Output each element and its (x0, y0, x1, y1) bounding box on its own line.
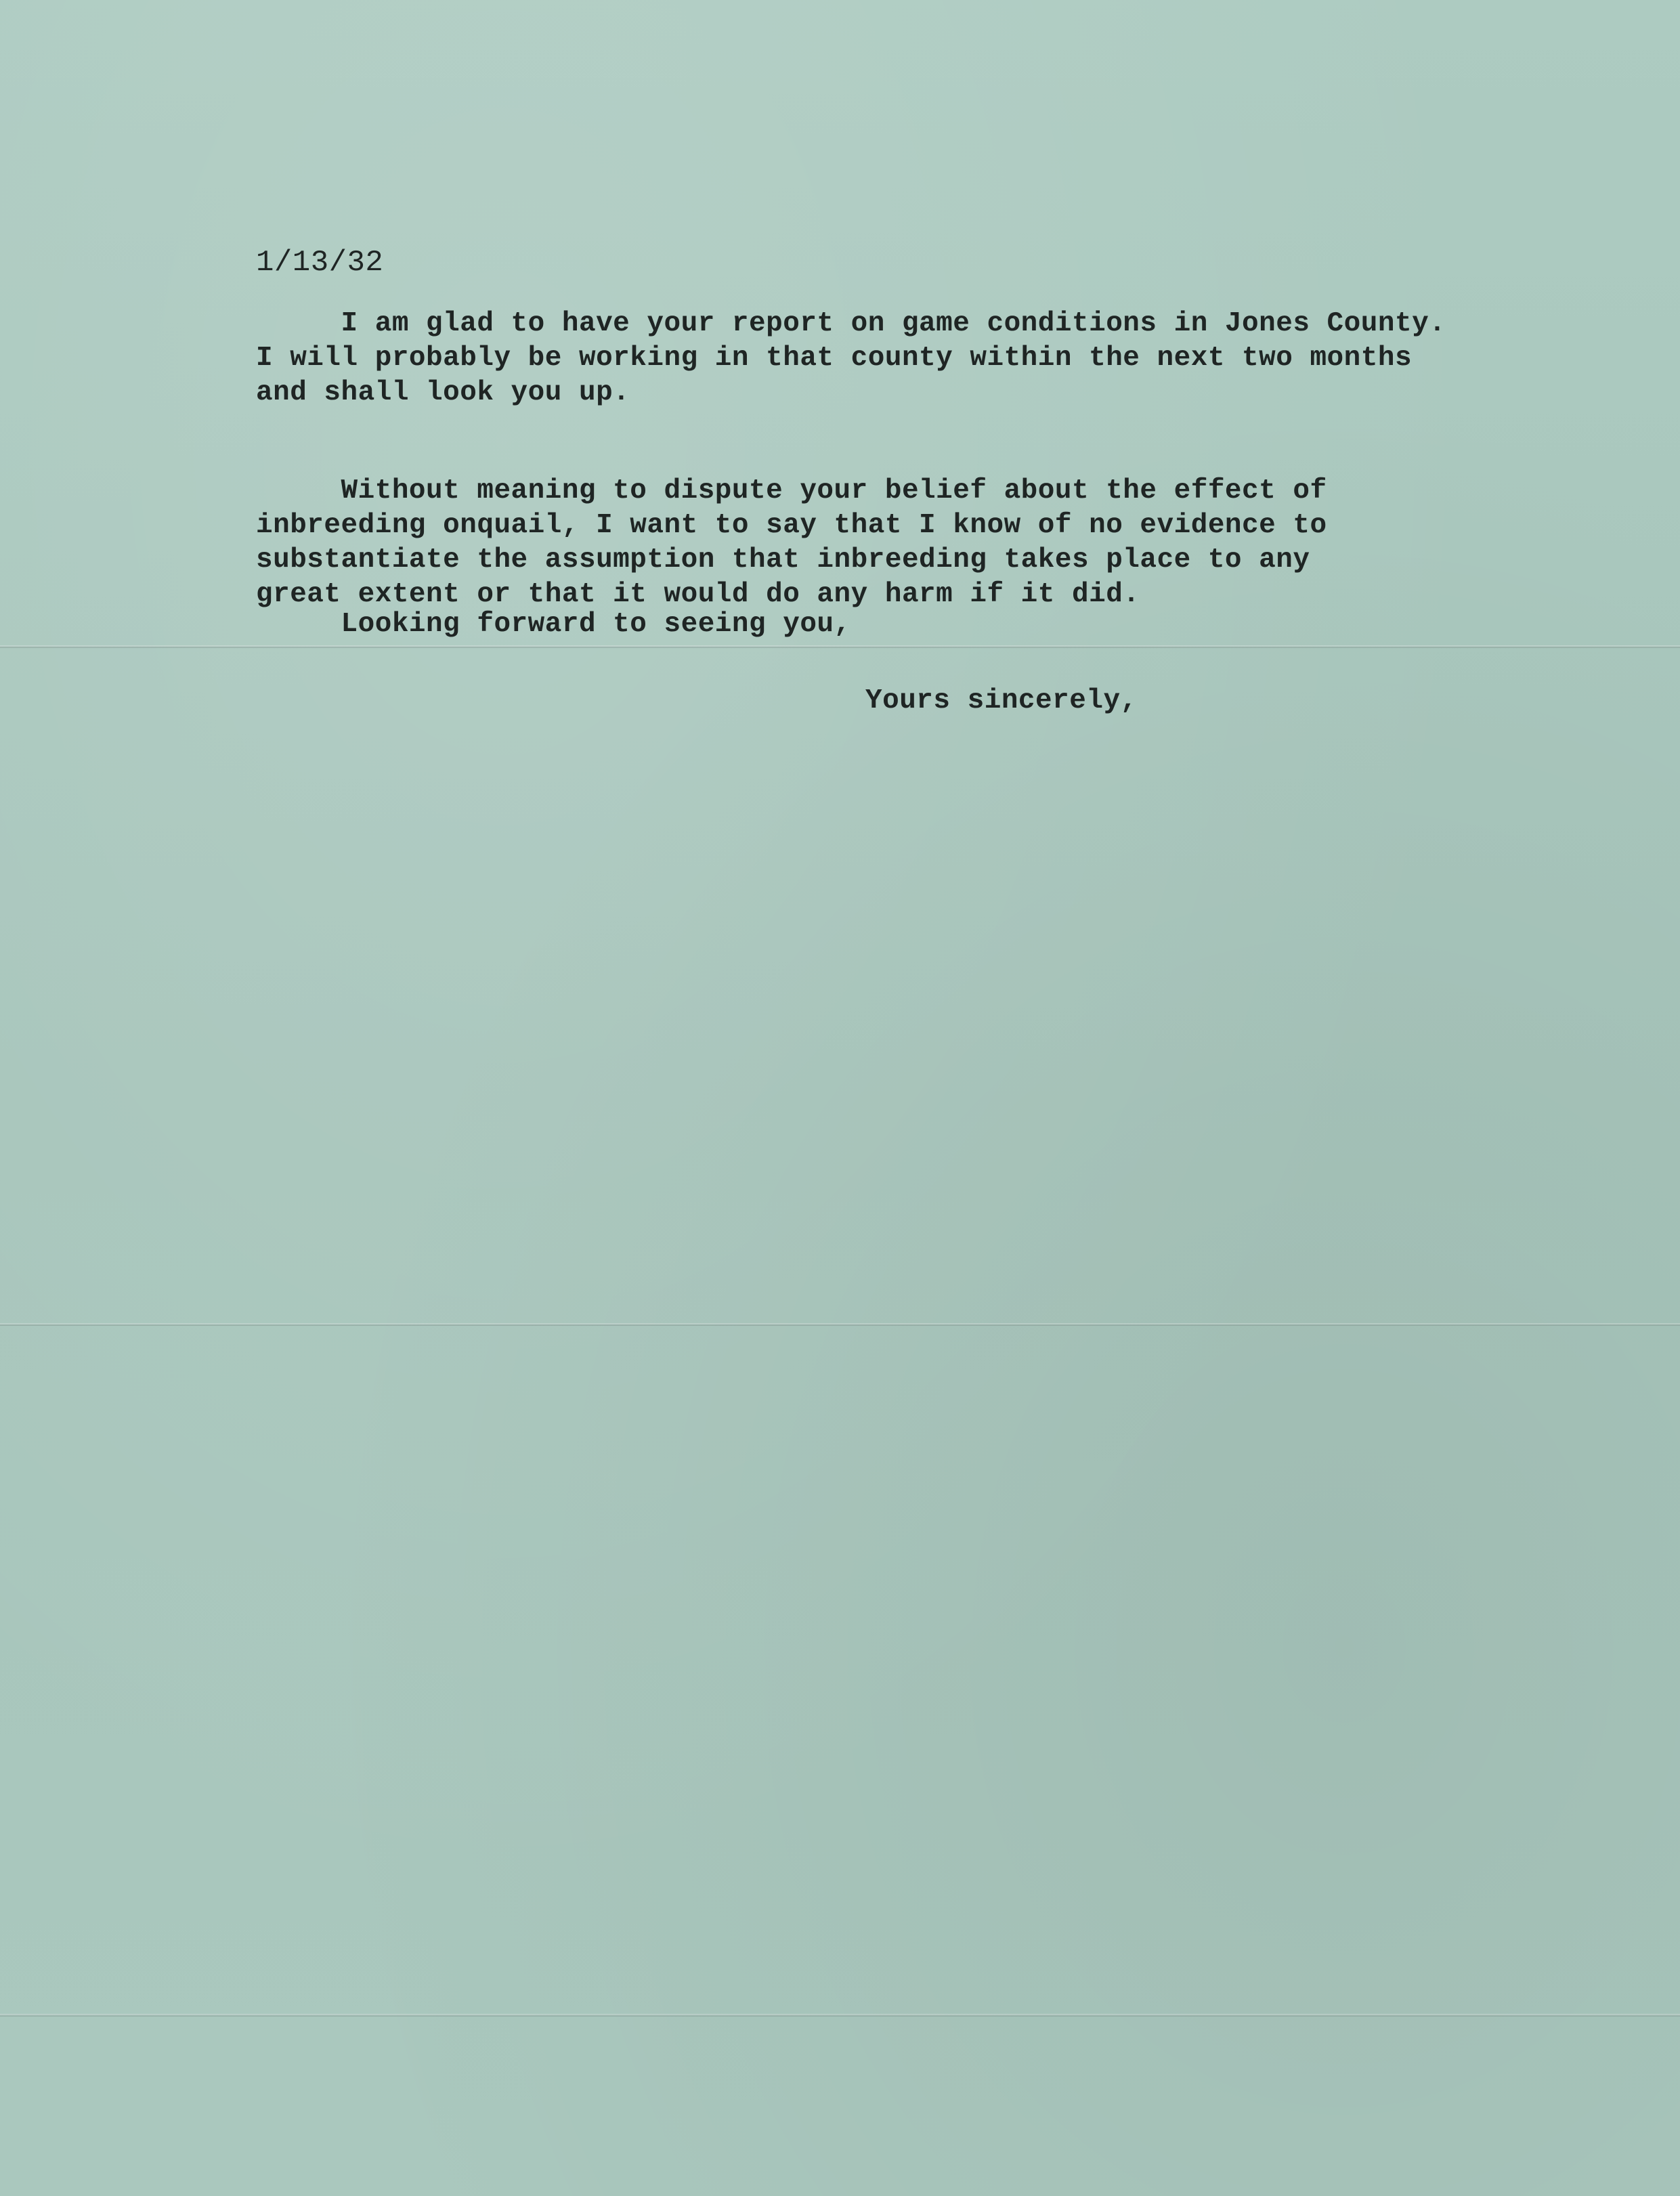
chapter-bleedthrough (488, 230, 1232, 280)
paper-fold-line (0, 2014, 1680, 2017)
paper-fold-line (0, 645, 1680, 648)
letter-closing: Yours sincerely, (865, 685, 1138, 716)
letterhead-bleedthrough (251, 102, 1456, 178)
letter-paragraph: Without meaning to dispute your belief about the effect of inbreeding onquail, I want to say that I know of no evidence to substantiate the assumption that inbreeding takes place to any great extent or that it would do any harm if it did. (256, 475, 1327, 610)
letter-paragraph: I am glad to have your report on game conditions in Jones County. I will probably be working in that county within the next two months and shall look you up. (256, 308, 1446, 408)
paper-fold-line (0, 1323, 1680, 1326)
letter-date: 1/13/32 (256, 246, 384, 280)
letter-paragraph: Looking forward to seeing you, (256, 609, 851, 640)
